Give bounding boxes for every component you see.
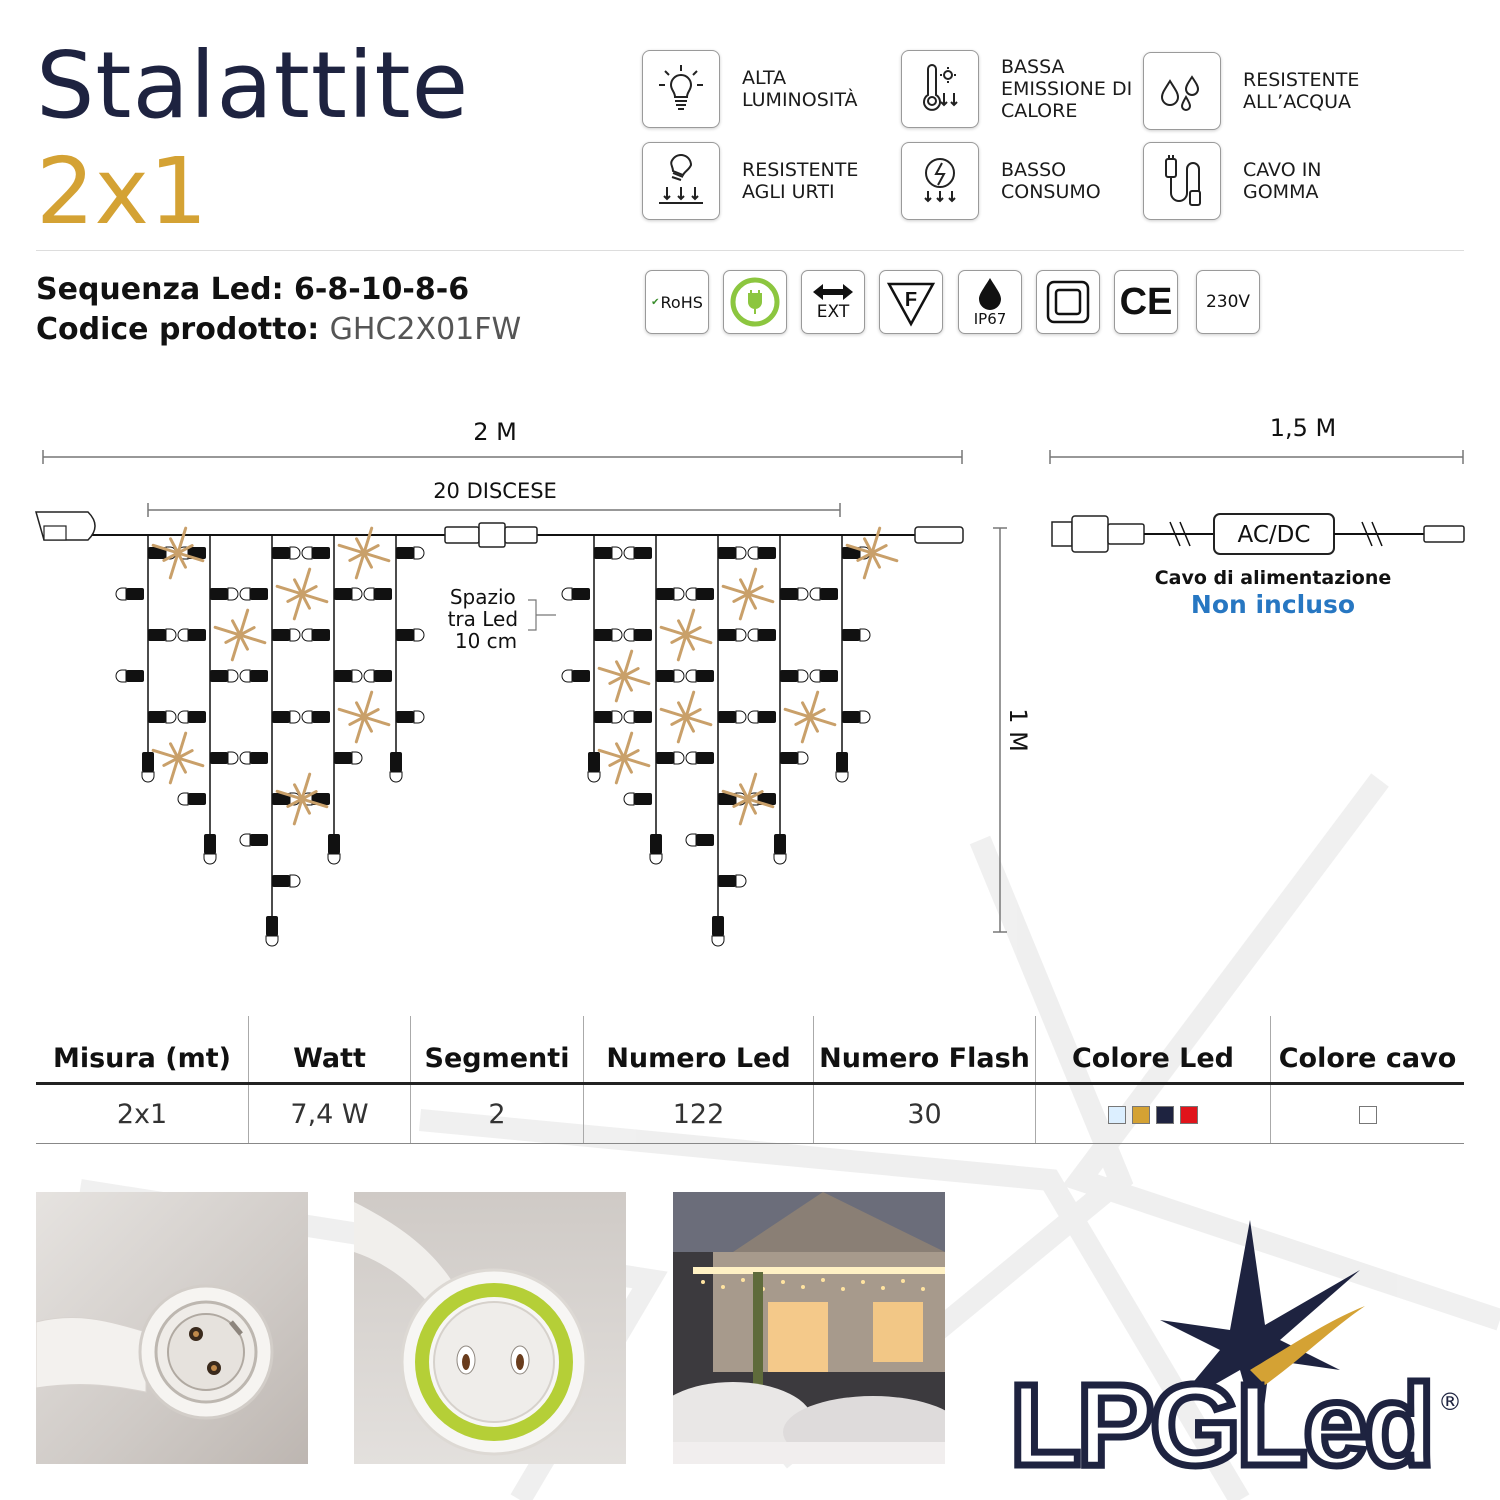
led-bulb xyxy=(712,916,724,946)
ext-arrows-icon xyxy=(801,270,865,334)
led-bulb xyxy=(334,752,362,764)
low-consumption-icon xyxy=(901,142,979,220)
led-bulb xyxy=(210,752,238,764)
product-code-label: Codice prodotto: xyxy=(36,312,320,347)
led-bulb xyxy=(748,547,776,559)
shock-resistant-bulb-icon xyxy=(642,142,720,220)
led-bulb xyxy=(588,752,600,782)
rubber-cable-icon xyxy=(1143,142,1221,220)
feature-high-brightness xyxy=(642,50,892,128)
led-bulb xyxy=(774,834,786,864)
spacing-line-2: tra Led xyxy=(447,607,519,631)
col-led-count: Numero Led xyxy=(584,1016,814,1084)
led-bulb xyxy=(718,629,746,641)
led-sequence-value: 6-8-10-8-6 xyxy=(294,272,470,307)
power-cable xyxy=(1052,514,1464,554)
cell-segments: 2 xyxy=(411,1084,584,1144)
led-bulb xyxy=(562,588,590,600)
flash-star-icon xyxy=(339,692,389,742)
led-bulb xyxy=(594,629,622,641)
feature-water-resistant xyxy=(1143,52,1393,130)
spacing-label xyxy=(448,585,525,653)
led-bulb xyxy=(624,711,652,723)
led-bulb xyxy=(656,670,684,682)
led-bulb xyxy=(364,588,392,600)
flash-star-icon xyxy=(723,569,773,619)
led-bulb xyxy=(272,629,300,641)
led-bulb xyxy=(272,547,300,559)
cell-cable-colors xyxy=(1271,1084,1465,1144)
led-bulb xyxy=(364,670,392,682)
cell-size: 2x1 xyxy=(36,1084,249,1144)
led-bulb xyxy=(656,752,684,764)
led-bulb xyxy=(780,670,808,682)
led-bulb xyxy=(142,752,154,782)
led-bulb xyxy=(396,629,424,641)
flash-star-icon xyxy=(599,651,649,701)
adapter-label: AC/DC xyxy=(1237,522,1311,548)
ext-text: EXT xyxy=(816,302,850,322)
led-bulb xyxy=(656,588,684,600)
feature-shock-resistant xyxy=(642,142,892,220)
left-connector xyxy=(36,512,95,540)
bulb-brightness-icon xyxy=(642,50,720,128)
led-bulb xyxy=(178,711,206,723)
brand-logo xyxy=(1000,1210,1470,1480)
color-swatch xyxy=(1359,1106,1377,1124)
led-bulb xyxy=(178,629,206,641)
flash-star-icon xyxy=(153,733,203,783)
flash-star-icon xyxy=(661,692,711,742)
power-cable-label: Cavo di alimentazione xyxy=(1154,567,1392,589)
f-triangle-icon xyxy=(879,270,943,334)
ce-text: CE xyxy=(1119,280,1173,323)
led-bulb xyxy=(302,547,330,559)
water-drops-icon xyxy=(1143,52,1221,130)
led-bulb xyxy=(718,875,746,887)
led-bulb xyxy=(396,547,424,559)
feature-label: RESISTENTE AGLI URTI xyxy=(742,159,859,203)
color-swatch xyxy=(1156,1106,1174,1124)
led-bulb xyxy=(836,752,848,782)
connector-photo-2 xyxy=(354,1192,626,1464)
right-end-cap xyxy=(915,527,963,543)
led-bulb xyxy=(686,588,714,600)
curtain-diagram xyxy=(0,390,1500,970)
color-swatch xyxy=(1108,1106,1126,1124)
led-bulb xyxy=(810,588,838,600)
led-bulb xyxy=(686,834,714,846)
width-label: 2 M xyxy=(473,418,517,446)
led-bulb xyxy=(748,711,776,723)
ce-mark-icon xyxy=(1114,270,1178,334)
led-bulb xyxy=(272,875,300,887)
led-bulb xyxy=(116,588,144,600)
led-bulb xyxy=(686,670,714,682)
led-bulb xyxy=(240,834,268,846)
flash-star-icon xyxy=(277,569,327,619)
flash-star-icon xyxy=(785,692,835,742)
feature-label: CAVO IN GOMMA xyxy=(1243,159,1322,203)
rohs-text: RoHS xyxy=(660,292,703,312)
col-cable-color: Colore cavo xyxy=(1271,1016,1465,1084)
voltage-icon xyxy=(1196,270,1260,334)
led-bulb xyxy=(210,670,238,682)
drops-label: 20 DISCESE xyxy=(433,479,557,503)
led-bulb xyxy=(240,752,268,764)
table-header-row xyxy=(36,1016,1464,1084)
product-code-value: GHC2X01FW xyxy=(329,312,522,347)
led-sequence-label: Sequenza Led: xyxy=(36,272,284,307)
feature-label: BASSA EMISSIONE DI CALORE xyxy=(1001,56,1133,122)
connector-photo-1 xyxy=(36,1192,308,1464)
cell-watt: 7,4 W xyxy=(249,1084,411,1144)
cell-led-colors xyxy=(1036,1084,1271,1144)
color-swatch xyxy=(1132,1106,1150,1124)
brand-name: LPGLed xyxy=(1010,1360,1431,1480)
led-bulb xyxy=(390,752,402,782)
led-bulb xyxy=(686,752,714,764)
led-bulb xyxy=(240,670,268,682)
led-bulb xyxy=(624,547,652,559)
led-bulb xyxy=(240,588,268,600)
led-bulb xyxy=(748,629,776,641)
ip67-drop-icon xyxy=(958,270,1022,334)
led-bulb xyxy=(302,711,330,723)
spacing-line-3: 10 cm xyxy=(454,629,518,653)
cable-length-label: 1,5 M xyxy=(1269,414,1337,442)
led-bulb xyxy=(266,916,278,946)
cell-led-count: 122 xyxy=(584,1084,814,1144)
col-watt: Watt xyxy=(249,1016,411,1084)
col-led-color: Colore Led xyxy=(1036,1016,1271,1084)
led-bulb xyxy=(810,670,838,682)
led-bulb xyxy=(272,711,300,723)
led-bulb xyxy=(624,793,652,805)
led-bulb xyxy=(334,670,362,682)
led-bulb xyxy=(148,711,176,723)
led-bulb xyxy=(718,547,746,559)
led-sequence xyxy=(36,272,469,307)
flash-star-icon xyxy=(599,733,649,783)
led-bulb xyxy=(302,629,330,641)
col-size: Misura (mt) xyxy=(36,1016,249,1084)
table-row xyxy=(36,1084,1464,1144)
product-size: 2x1 xyxy=(36,138,208,245)
double-insulation-icon xyxy=(1036,270,1100,334)
thermometer-low-heat-icon xyxy=(901,50,979,128)
spacing-line-1: Spazio xyxy=(449,585,516,609)
led-bulb xyxy=(594,547,622,559)
cell-flash-count: 30 xyxy=(814,1084,1036,1144)
product-code xyxy=(36,312,521,347)
not-included-label: Non incluso xyxy=(1190,590,1356,619)
led-bulb xyxy=(718,711,746,723)
led-bulb xyxy=(328,834,340,864)
led-bulb xyxy=(594,711,622,723)
height-label: 1 M xyxy=(1004,708,1032,752)
rohs-icon: ✔ RoHS xyxy=(645,270,709,334)
led-bulb xyxy=(148,629,176,641)
led-bulb xyxy=(178,793,206,805)
flash-star-icon xyxy=(661,610,711,660)
col-segments: Segmenti xyxy=(411,1016,584,1084)
led-bulb xyxy=(210,588,238,600)
product-title: Stalattite xyxy=(36,32,470,139)
eco-plug-icon xyxy=(723,270,787,334)
feature-low-heat xyxy=(901,50,1151,128)
led-bulb xyxy=(780,752,808,764)
feature-label: RESISTENTE ALL’ACQUA xyxy=(1243,69,1360,113)
registered-mark: ® xyxy=(1438,1388,1462,1416)
feature-rubber-cable xyxy=(1143,142,1393,220)
feature-label: ALTA LUMINOSITÀ xyxy=(742,67,858,111)
voltage-text: 230V xyxy=(1205,292,1251,312)
led-bulb xyxy=(334,588,362,600)
feature-low-consumption xyxy=(901,142,1151,220)
flash-star-icon xyxy=(215,610,265,660)
led-bulb xyxy=(780,588,808,600)
ip67-text: IP67 xyxy=(973,310,1007,328)
led-bulb xyxy=(396,711,424,723)
f-text: F xyxy=(904,289,918,311)
header-divider xyxy=(36,250,1464,251)
middle-connector xyxy=(445,523,537,547)
feature-label: BASSO CONSUMO xyxy=(1001,159,1101,203)
spec-table xyxy=(36,1016,1464,1144)
color-swatch xyxy=(1180,1106,1198,1124)
col-flash-count: Numero Flash xyxy=(814,1016,1036,1084)
led-bulb xyxy=(650,834,662,864)
led-bulb xyxy=(842,711,870,723)
house-photo xyxy=(673,1192,945,1464)
led-bulb xyxy=(116,670,144,682)
led-bulb xyxy=(204,834,216,864)
led-bulb xyxy=(842,629,870,641)
led-bulb xyxy=(624,629,652,641)
led-bulb xyxy=(562,670,590,682)
